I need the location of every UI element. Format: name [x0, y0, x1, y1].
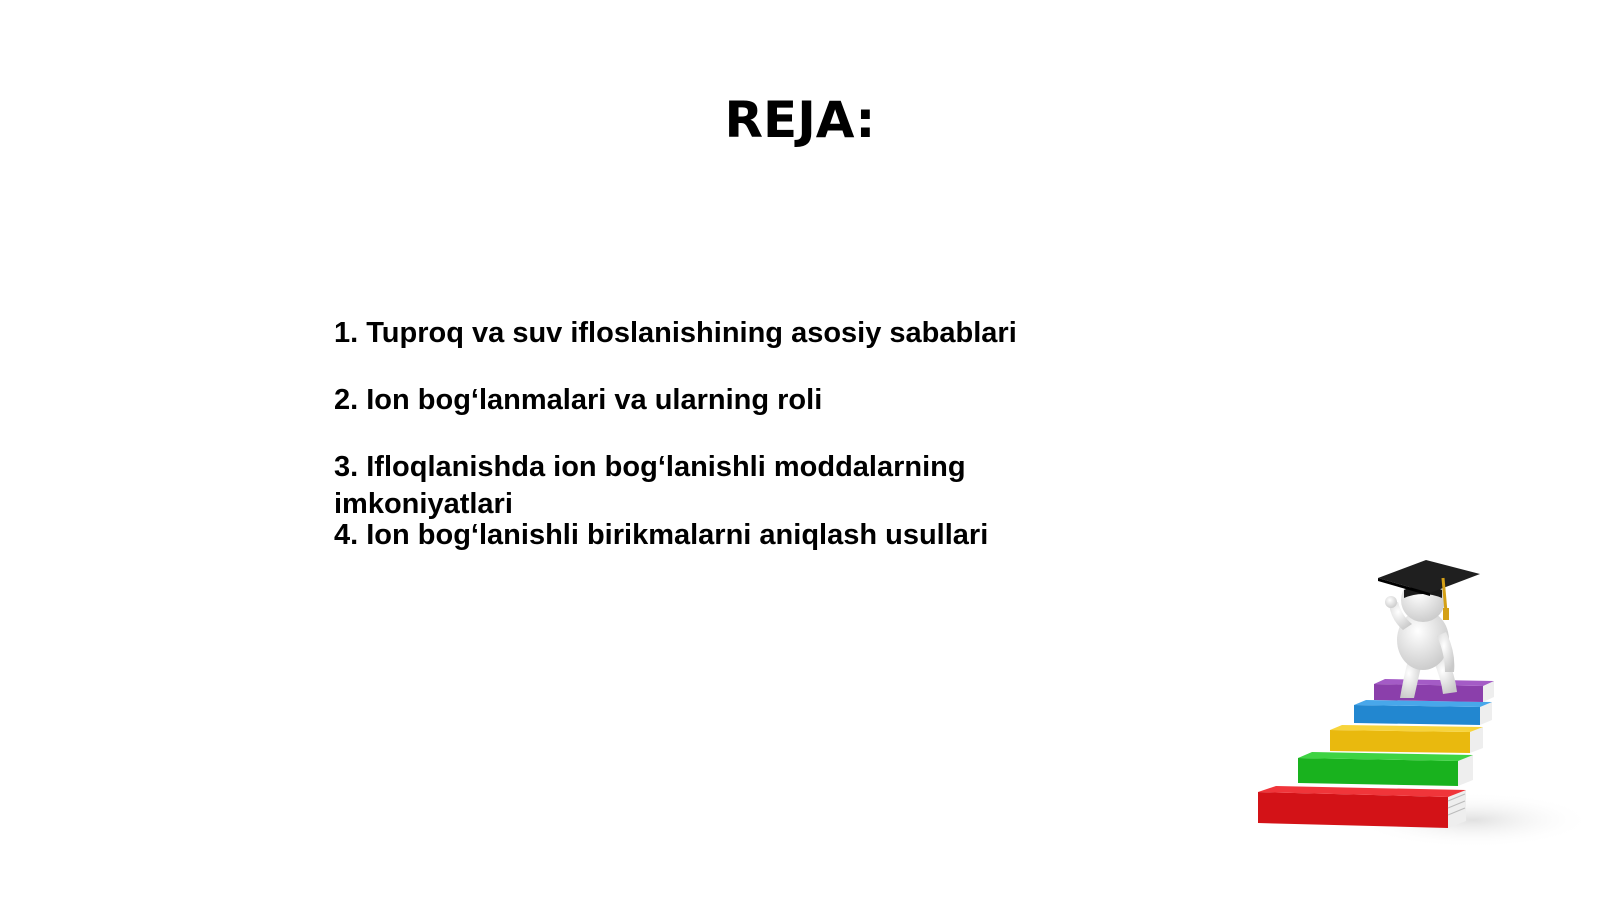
book-purple: [1374, 679, 1494, 702]
book-yellow: [1330, 725, 1483, 753]
slide-title: REJA:: [724, 91, 876, 149]
graduate-figure: [1378, 560, 1480, 698]
book-blue: [1354, 700, 1492, 725]
book-green: [1298, 752, 1473, 786]
plan-item-3: 3. Ifloqlanishda ion bog‘lanishli moddalarning imkoniyatlari: [334, 451, 966, 520]
plan-item-1: 1. Tuproq va suv ifloslanishining asosiy sabablari: [334, 317, 1017, 349]
book-red: [1258, 786, 1466, 828]
plan-item-2: 2. Ion bog‘lanmalari va ularning roli: [334, 384, 823, 416]
plan-item-4: 4. Ion bog‘lanishli birikmalarni aniqlash usullari: [334, 519, 989, 551]
graduate-on-book-stairs-icon: [1258, 560, 1588, 860]
